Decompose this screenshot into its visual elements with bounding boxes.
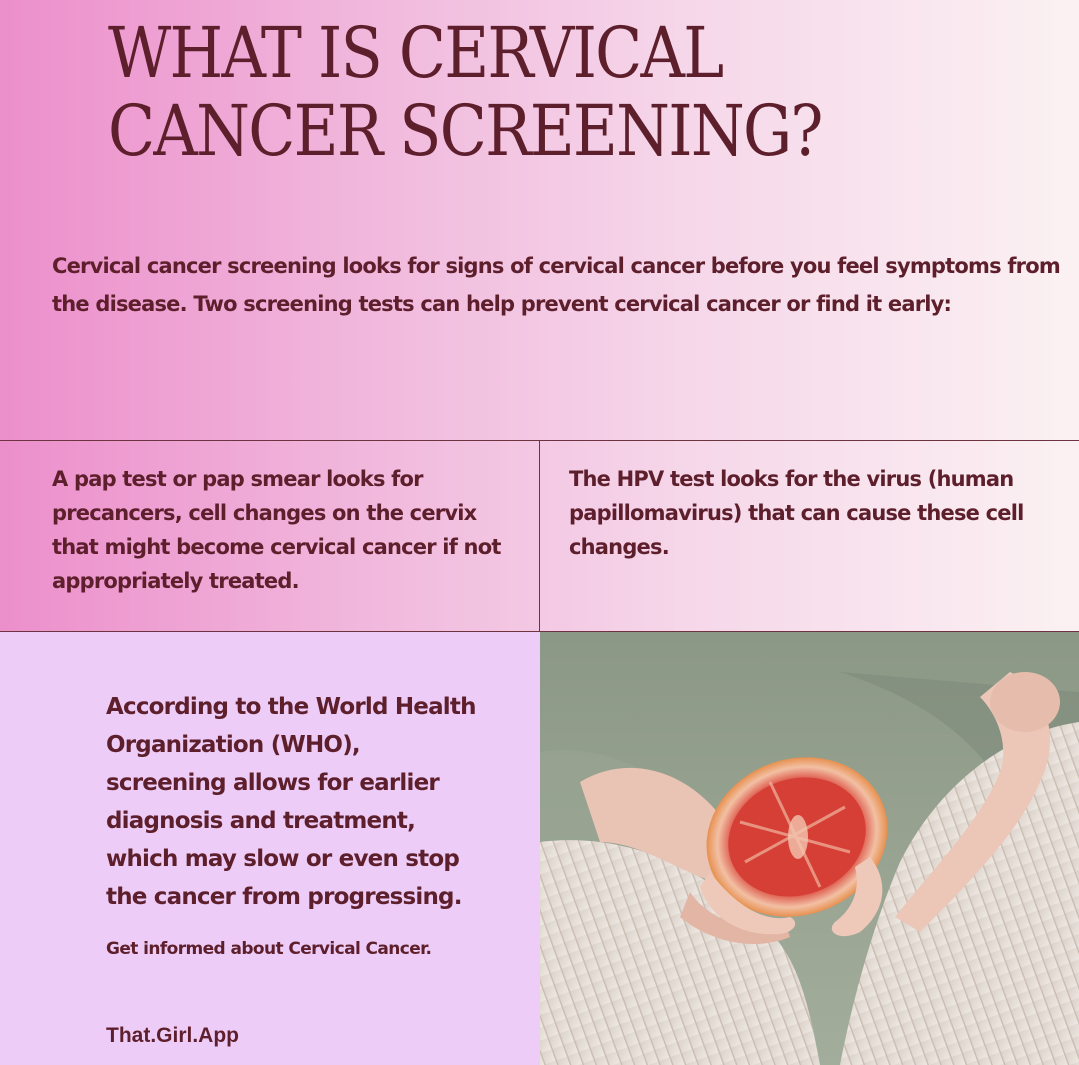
- pap-test-text: A pap test or pap smear looks for precancers, cell changes on the cervix that might become cervical cancer if not appropriately treated.: [52, 467, 501, 593]
- hpv-test-text: The HPV test looks for the virus (human papillomavirus) that can cause these cell changes.: [569, 467, 1024, 559]
- brand-name: That.Girl.App: [106, 1024, 239, 1047]
- cta-text: Get informed about Cervical Cancer.: [106, 939, 432, 959]
- title-line-2: CANCER SCREENING?: [108, 90, 822, 172]
- who-text: According to the World Health Organization (WHO), screening allows for earlier diagnosis and treatment, which may slow or even stop the cancer from progressing.: [106, 694, 476, 910]
- tests-divider: [539, 440, 540, 632]
- grapefruit-photo: [540, 632, 1079, 1065]
- page-title: [108, 14, 900, 170]
- title-line-1: WHAT IS CERVICAL: [108, 12, 723, 94]
- intro-text: Cervical cancer screening looks for signs of cervical cancer before you feel symptoms from the disease. Two screening tests can help prevent cervical cancer or find it early:: [52, 254, 1060, 316]
